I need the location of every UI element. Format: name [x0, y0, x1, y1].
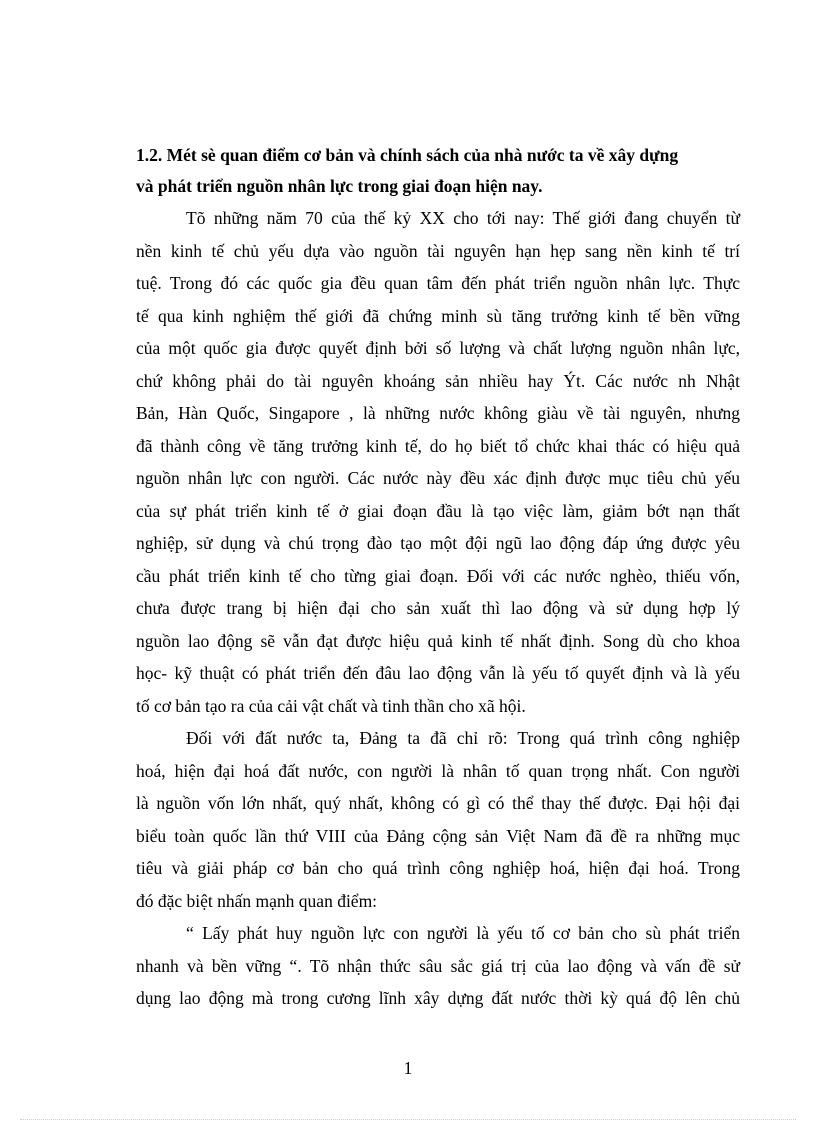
text-line: dụng lao động mà trong cương lĩnh xây dựng đất nước thời kỳ quá độ lên chủ	[136, 988, 740, 1008]
text-line: tế qua kinh nghiệm thế giới đã chứng minh sù tăng trưởng kinh tế bền vững	[136, 305, 740, 326]
text-line: “ Lấy phát huy nguồn lực con người là yếu tố cơ bản cho sù phát triển	[186, 923, 740, 943]
text-line: nền kinh tế chủ yếu dựa vào nguồn tài nguyên hạn hẹp sang nền kinh tế trí	[136, 240, 740, 261]
text-line: nguồn lao động sẽ vẫn đạt được hiệu quả kinh tế nhất định. Song dù cho khoa	[136, 630, 740, 651]
paragraph-2	[136, 722, 740, 917]
paragraph-3	[136, 917, 740, 1015]
text-line: đã thành công về tăng trưởng kinh tế, do họ biết tổ chức khai thác có hiệu quả	[136, 435, 740, 456]
page-bottom-divider	[20, 1119, 796, 1120]
heading-line: và phát triển nguồn nhân lực trong giai đoạn hiện nay.	[136, 176, 543, 196]
text-line: tuệ. Trong đó các quốc gia đều quan tâm đến phát triển nguồn nhân lực. Thực	[136, 273, 740, 293]
text-line: biểu toàn quốc lần thứ VIII của Đảng cộng sản Việt Nam đã đề ra những mục	[136, 825, 740, 846]
section-heading	[136, 140, 744, 202]
body-text	[136, 202, 740, 1015]
text-line: tiêu và giải pháp cơ bản cho quá trình công nghiệp hoá, hiện đại hoá. Trong	[136, 858, 740, 878]
text-line: chưa được trang bị hiện đại cho sản xuất thì lao động và sử dụng hợp lý	[136, 598, 740, 618]
text-line: của sự phát triển kinh tế ở giai đoạn đầu là tạo việc làm, giảm bớt nạn thất	[136, 500, 740, 521]
text-line: của một quốc gia được quyết định bởi số lượng và chất lượng nguồn nhân lực,	[136, 338, 740, 358]
text-line: chứ không phải do tài nguyên khoáng sản nhiều hay Ýt. Các nước nh Nhật	[136, 370, 740, 391]
text-line: cầu phát triển kinh tế cho từng giai đoạn. Đối với các nước nghèo, thiếu vốn,	[136, 565, 740, 586]
text-line: tố cơ bản tạo ra của cải vật chất và tinh thần cho xã hội.	[136, 695, 526, 716]
text-line: Bản, Hàn Quốc, Singapore , là những nước không giàu về tài nguyên, nhưng	[136, 403, 740, 423]
text-line: đó đặc biệt nhấn mạnh quan điểm:	[136, 890, 378, 911]
page-number: 1	[403, 1058, 413, 1078]
paragraph-1	[136, 202, 740, 722]
text-line: học- kỹ thuật có phát triển đến đâu lao động vẫn là yếu tố quyết định và là yếu	[136, 663, 740, 683]
text-line: nhanh và bền vững “. Tõ nhận thức sâu sắc giá trị của lao động và vấn đề sử	[136, 955, 740, 976]
text-line: là nguồn vốn lớn nhất, quý nhất, không có gì có thể thay thế được. Đại hội đại	[136, 793, 740, 813]
text-line: nguồn nhân lực con người. Các nước này đều xác định được mục tiêu chủ yếu	[136, 468, 740, 488]
text-line: Tõ những năm 70 của thế kỷ XX cho tới nay: Thế giới đang chuyển từ	[186, 208, 740, 228]
heading-line: 1.2. Mét sè quan điểm cơ bản và chính sách của nhà nước ta về xây dựng	[136, 145, 679, 165]
text-line: hoá, hiện đại hoá đất nước, con người là nhân tố quan trọng nhất. Con người	[136, 760, 740, 781]
text-line: Đối với đất nước ta, Đảng ta đã chỉ rõ: Trong quá trình công nghiệp	[186, 728, 740, 748]
text-line: nghiệp, sử dụng và chú trọng đào tạo một đội ngũ lao động đáp ứng được yêu	[136, 533, 740, 553]
